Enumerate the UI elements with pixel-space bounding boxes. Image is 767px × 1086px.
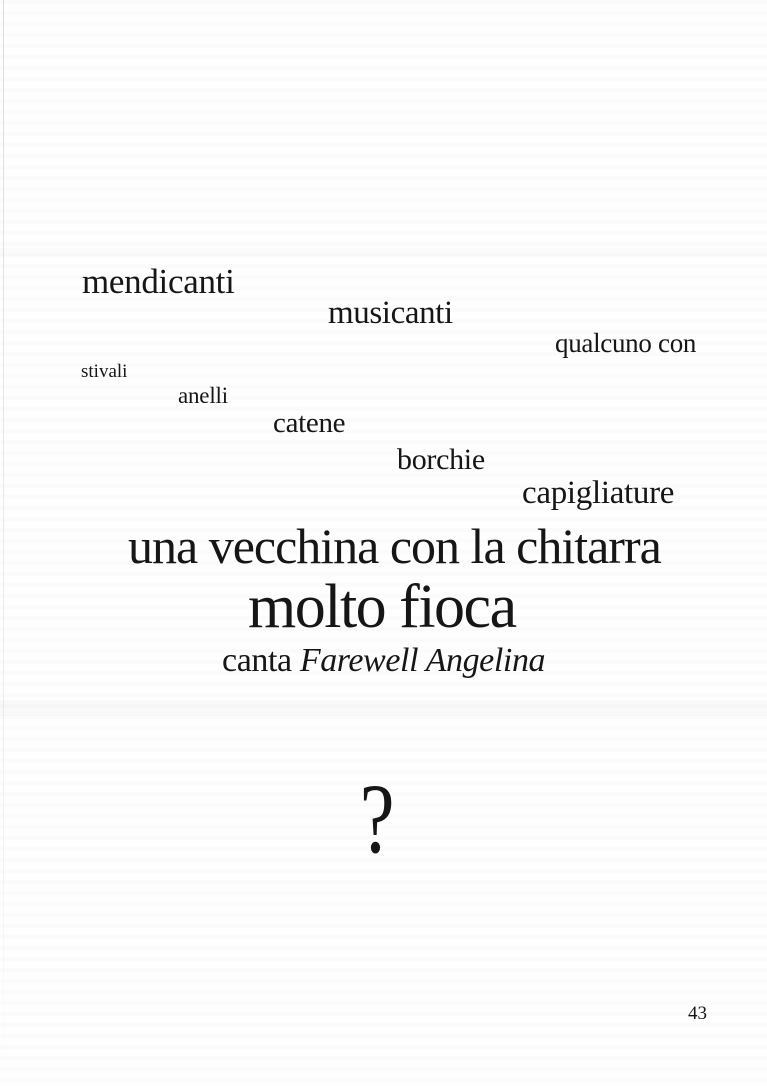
word-part: una vecchina con la chitarra	[128, 518, 661, 574]
word-borchie	[397, 445, 485, 475]
word-part: catene	[273, 407, 346, 439]
word-capigliature	[522, 477, 674, 510]
word-part: mendicanti	[82, 262, 235, 301]
word-musicanti	[328, 297, 453, 330]
word-canta-farewell-angelina	[222, 644, 545, 678]
scan-artifact-band	[0, 700, 767, 716]
page-number: 43	[688, 1003, 707, 1024]
word-part: canta	[222, 642, 300, 679]
word-molto-fioca	[248, 573, 516, 641]
question-mark	[341, 763, 413, 874]
question-mark-glyph: ?	[359, 763, 395, 874]
word-part-italic: Farewell Angelina	[299, 642, 546, 679]
word-anelli	[178, 384, 228, 407]
scan-artifact-band	[0, 248, 767, 256]
word-part: stivali	[81, 361, 128, 382]
word-catene	[273, 409, 345, 438]
word-part: capigliature	[522, 475, 675, 511]
word-una-vecchina-con-la-chitarra	[128, 518, 661, 574]
scan-page-edge-line	[3, 0, 4, 1086]
word-part: anelli	[178, 383, 228, 408]
word-stivali	[81, 362, 127, 381]
word-mendicanti	[82, 264, 235, 299]
word-part: borchie	[397, 443, 485, 476]
word-part: molto fioca	[248, 573, 516, 641]
word-part: musicanti	[328, 295, 453, 331]
word-qualcuno-con	[555, 330, 696, 357]
word-part: qualcuno con	[555, 328, 697, 358]
